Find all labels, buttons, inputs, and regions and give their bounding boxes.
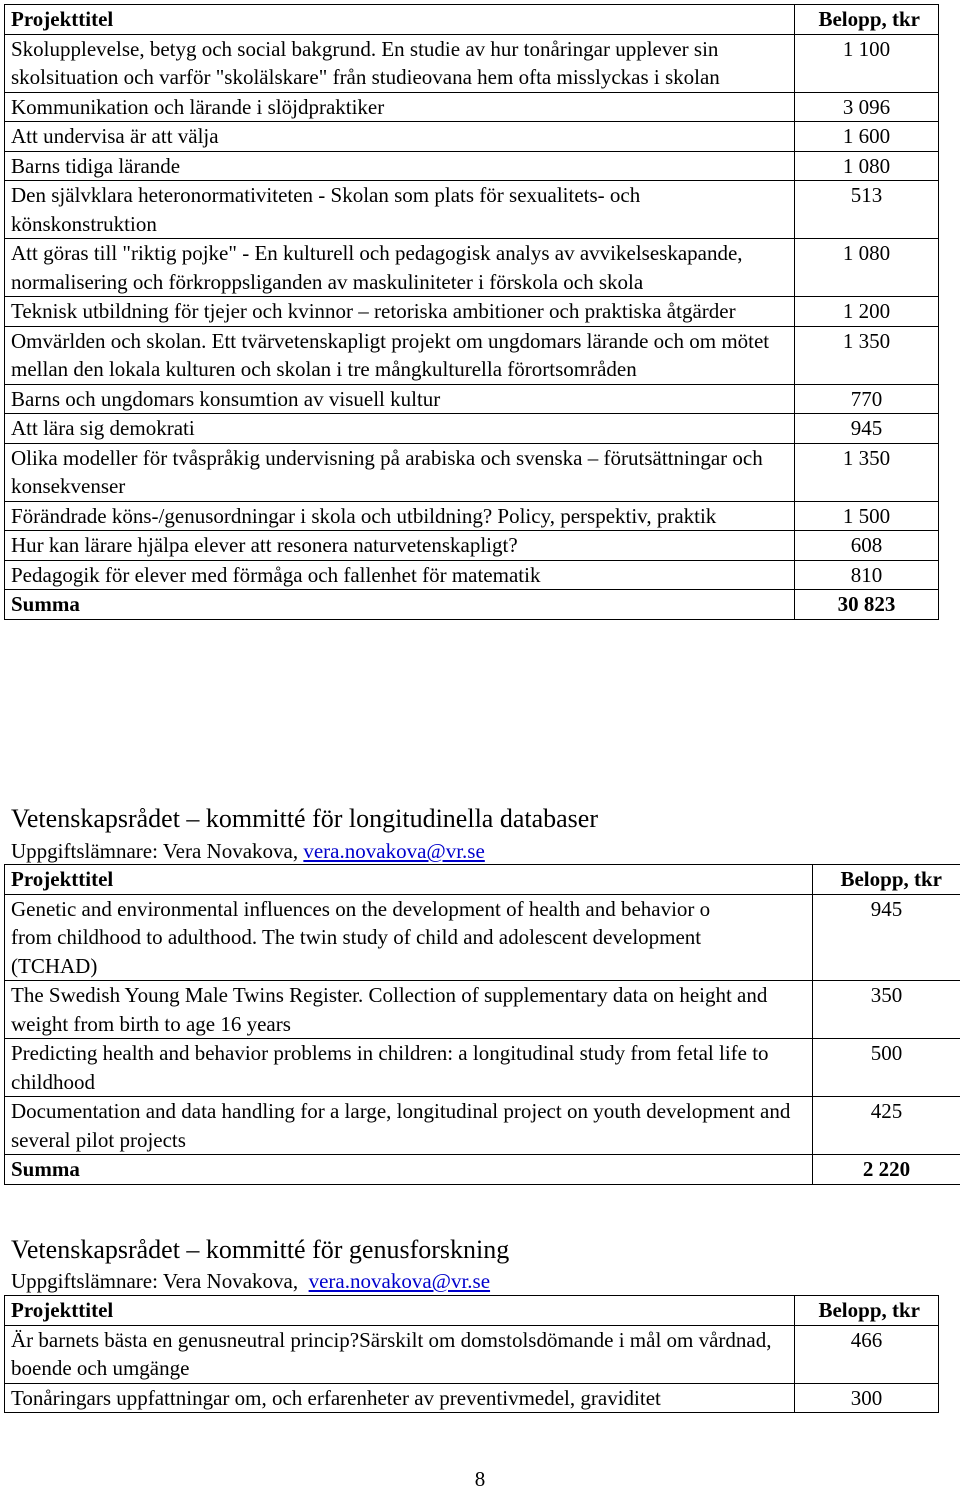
project-title-cell: Genetic and environmental influences on the development of health and behavior o from childhood to adulthood. The twin study of child and adolescent development (TCHAD) [5, 894, 813, 981]
amount-cell: 466 [795, 1325, 939, 1383]
table-row [5, 1325, 939, 1383]
project-title-cell: Att lära sig demokrati [5, 414, 795, 444]
project-title-cell: Skolupplevelse, betyg och social bakgrund. En studie av hur tonåringar upplever sin skolsituation och varför "skolälskare" från studieovana hem ofta misslyckas i skolan [5, 34, 795, 92]
project-title-cell: Tonåringars uppfattningar om, och erfarenheter av preventivmedel, graviditet [5, 1383, 795, 1413]
table-row [5, 1097, 960, 1155]
project-title-cell: Att undervisa är att välja [5, 122, 795, 152]
project-title-cell: Olika modeller för tvåspråkig undervisning på arabiska och svenska – förutsättningar och konsekvenser [5, 443, 795, 501]
table-row [5, 297, 939, 327]
amount-cell: 300 [795, 1383, 939, 1413]
table-row [5, 1039, 960, 1097]
table-row [5, 384, 939, 414]
amount-cell: 1 080 [795, 239, 939, 297]
projects-table-3 [4, 1295, 939, 1413]
table-row [5, 34, 939, 92]
sum-amount-cell: 30 823 [795, 590, 939, 620]
amount-cell: 350 [813, 981, 960, 1039]
reporter-label: Uppgiftslämnare: Vera Novakova, [11, 1269, 309, 1293]
amount-cell: 513 [795, 181, 939, 239]
amount-cell: 608 [795, 531, 939, 561]
header-row [5, 1296, 939, 1326]
project-title-cell: Att göras till "riktig pojke" - En kulturell och pedagogisk analys av avvikelseskapande, normalisering och förkroppsliganden av maskuliniteter i förskola och skola [5, 239, 795, 297]
project-title-cell: Teknisk utbildning för tjejer och kvinnor – retoriska ambitioner och praktiska åtgärder [5, 297, 795, 327]
header-title-cell: Projekttitel [5, 1296, 795, 1326]
projects-table-2 [4, 864, 960, 1185]
header-title-cell: Projekttitel [5, 865, 813, 895]
table-row [5, 326, 939, 384]
table-row [5, 122, 939, 152]
sum-label-cell: Summa [5, 1155, 813, 1185]
project-title-cell: The Swedish Young Male Twins Register. Collection of supplementary data on height and weight from birth to age 16 years [5, 981, 813, 1039]
sum-row [5, 590, 939, 620]
sum-amount-cell: 2 220 [813, 1155, 960, 1185]
reporter-label: Uppgiftslämnare: Vera Novakova, [11, 839, 303, 863]
amount-cell: 500 [813, 1039, 960, 1097]
project-title-cell: Omvärlden och skolan. Ett tvärvetenskapligt projekt om ungdomars lärande och om mötet mellan den lokala kulturen och skolan i tre mångkulturella förortsområden [5, 326, 795, 384]
project-title-cell: Predicting health and behavior problems in children: a longitudinal study from fetal life to childhood [5, 1039, 813, 1097]
header-amount-cell: Belopp, tkr [813, 865, 960, 895]
table-row [5, 239, 939, 297]
amount-cell: 945 [795, 414, 939, 444]
amount-cell: 3 096 [795, 92, 939, 122]
project-title-cell: Hur kan lärare hjälpa elever att resonera naturvetenskapligt? [5, 531, 795, 561]
amount-cell: 770 [795, 384, 939, 414]
project-title-cell: Documentation and data handling for a large, longitudinal project on youth development and several pilot projects [5, 1097, 813, 1155]
reporter-line-gender [11, 1268, 490, 1294]
amount-cell: 1 600 [795, 122, 939, 152]
table-row [5, 560, 939, 590]
project-title-cell: Barns tidiga lärande [5, 151, 795, 181]
amount-cell: 1 500 [795, 501, 939, 531]
amount-cell: 1 100 [795, 34, 939, 92]
sum-row [5, 1155, 960, 1185]
header-amount-cell: Belopp, tkr [795, 5, 939, 35]
projects-table-1 [4, 4, 939, 620]
sum-label-cell: Summa [5, 590, 795, 620]
project-title-cell: Kommunikation och lärande i slöjdpraktiker [5, 92, 795, 122]
project-title-cell: Förändrade köns-/genusordningar i skola och utbildning? Policy, perspektiv, praktik [5, 501, 795, 531]
table-row [5, 151, 939, 181]
page-number: 8 [0, 1466, 960, 1492]
project-title-cell: Pedagogik för elever med förmåga och fallenhet för matematik [5, 560, 795, 590]
table-row [5, 92, 939, 122]
project-title-cell: Barns och ungdomars konsumtion av visuell kultur [5, 384, 795, 414]
table-row [5, 443, 939, 501]
table-row [5, 981, 960, 1039]
table-row [5, 414, 939, 444]
table-row [5, 181, 939, 239]
email-link[interactable]: vera.novakova@vr.se [309, 1269, 490, 1293]
table-row [5, 531, 939, 561]
amount-cell: 1 200 [795, 297, 939, 327]
amount-cell: 1 080 [795, 151, 939, 181]
email-link[interactable]: vera.novakova@vr.se [303, 839, 484, 863]
amount-cell: 1 350 [795, 443, 939, 501]
amount-cell: 1 350 [795, 326, 939, 384]
section-heading-gender: Vetenskapsrådet – kommitté för genusforskning [11, 1235, 509, 1265]
reporter-line-longitudinal [11, 838, 485, 864]
header-row [5, 865, 960, 895]
table-row [5, 501, 939, 531]
header-row [5, 5, 939, 35]
table-row [5, 1383, 939, 1413]
amount-cell: 810 [795, 560, 939, 590]
amount-cell: 425 [813, 1097, 960, 1155]
header-title-cell: Projekttitel [5, 5, 795, 35]
section-heading-longitudinal: Vetenskapsrådet – kommitté för longitudinella databaser [11, 804, 598, 834]
amount-cell: 945 [813, 894, 960, 981]
table-row [5, 894, 960, 981]
header-amount-cell: Belopp, tkr [795, 1296, 939, 1326]
project-title-cell: Är barnets bästa en genusneutral princip?Särskilt om domstolsdömande i mål om vårdnad, boende och umgänge [5, 1325, 795, 1383]
project-title-cell: Den självklara heteronormativiteten - Skolan som plats för sexualitets- och könskonstruktion [5, 181, 795, 239]
